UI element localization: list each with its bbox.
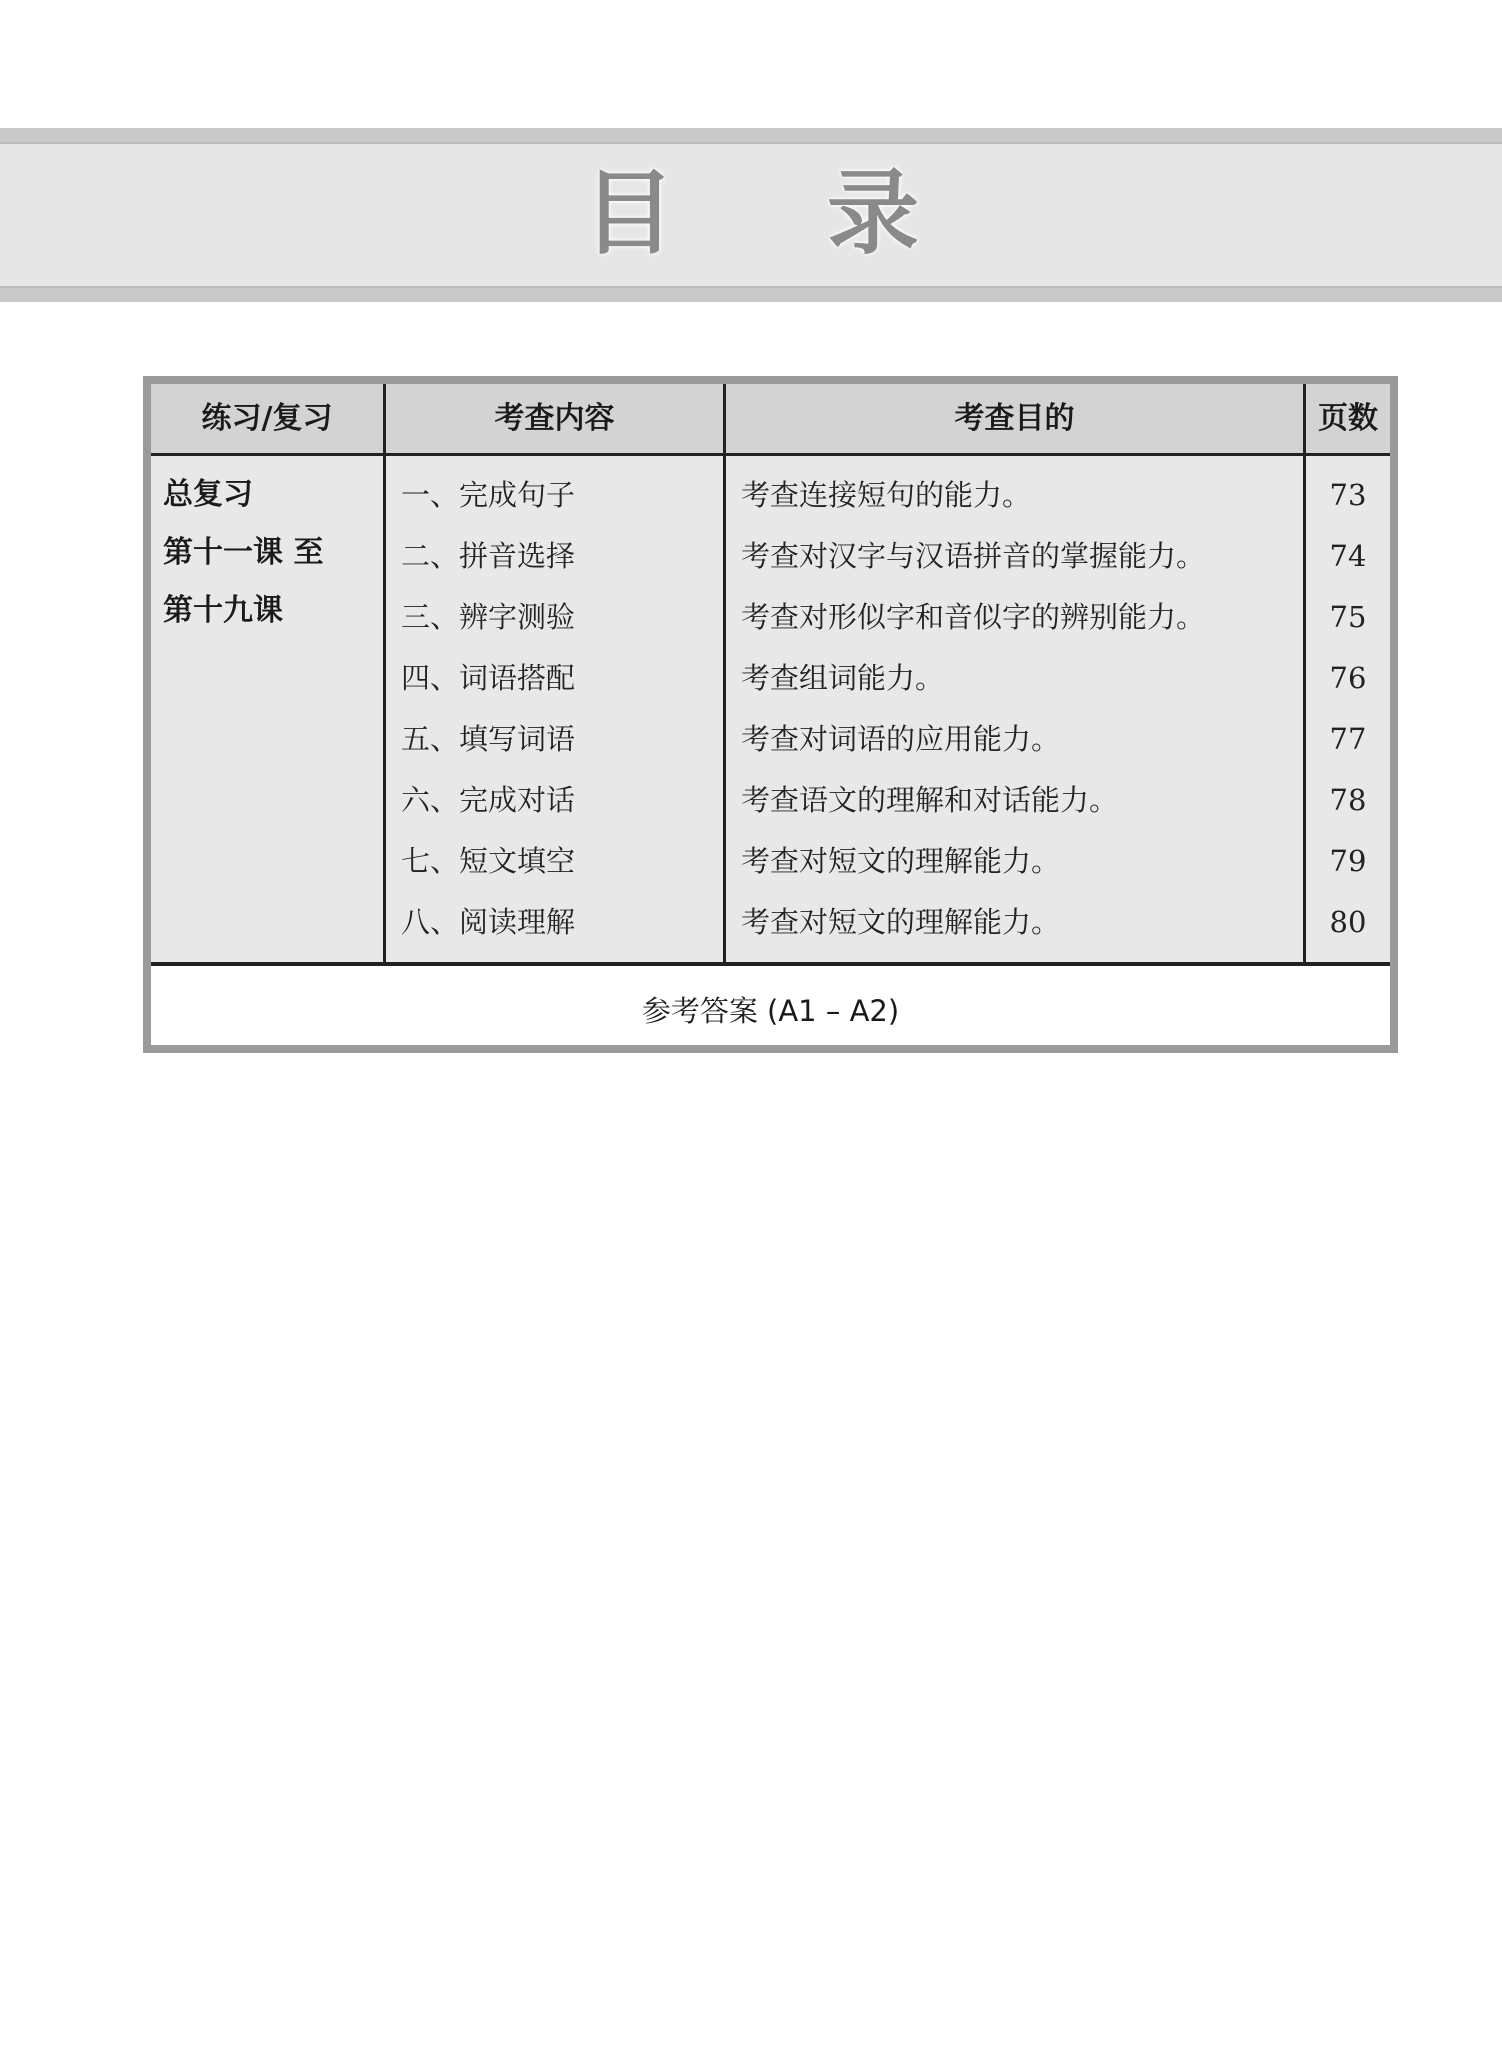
section-label-line: 总复习 <box>163 477 253 512</box>
header-exercise: 练习/复习 <box>201 401 333 436</box>
row-page: 76 <box>1329 661 1367 695</box>
column-divider <box>383 384 386 962</box>
row-purpose: 考查组词能力。 <box>741 661 945 695</box>
row-content: 三、辨字测验 <box>401 600 576 634</box>
row-page: 79 <box>1329 844 1367 878</box>
row-page: 80 <box>1329 905 1367 939</box>
row-purpose: 考查连接短句的能力。 <box>741 478 1032 512</box>
banner-stripe-bottom <box>0 286 1502 302</box>
row-content: 四、词语搭配 <box>401 661 576 695</box>
banner-stripe-top <box>0 128 1502 144</box>
row-purpose: 考查对短文的理解能力。 <box>741 844 1061 878</box>
row-page: 78 <box>1329 783 1367 817</box>
section-label <box>163 466 323 640</box>
header-purpose: 考查目的 <box>954 401 1075 436</box>
row-content: 六、完成对话 <box>401 783 576 817</box>
title-banner <box>0 128 1502 302</box>
toc-table-inner <box>151 384 1390 1045</box>
column-divider <box>723 384 726 962</box>
row-content: 五、填写词语 <box>401 722 576 756</box>
row-purpose: 考查对词语的应用能力。 <box>741 722 1061 756</box>
header-page: 页数 <box>1318 401 1378 436</box>
row-page: 74 <box>1329 539 1367 573</box>
row-content: 八、阅读理解 <box>401 905 576 939</box>
row-page: 75 <box>1329 600 1367 634</box>
row-content: 二、拼音选择 <box>401 539 576 573</box>
header-content: 考查内容 <box>494 401 615 436</box>
row-page: 77 <box>1329 722 1367 756</box>
row-content: 七、短文填空 <box>401 844 576 878</box>
row-purpose: 考查对汉字与汉语拼音的掌握能力。 <box>741 539 1206 573</box>
page-title: 目 录 <box>582 160 980 267</box>
toc-table <box>143 376 1398 1053</box>
section-label-line: 第十一课 至 <box>163 535 324 570</box>
row-purpose: 考查对短文的理解能力。 <box>741 905 1061 939</box>
section-label-line: 第十九课 <box>163 593 283 628</box>
answer-key-row: 参考答案 (A1 – A2) <box>151 962 1390 1045</box>
row-purpose: 考查语文的理解和对话能力。 <box>741 783 1119 817</box>
row-content: 一、完成句子 <box>401 478 576 512</box>
row-page: 73 <box>1329 478 1367 512</box>
row-purpose: 考查对形似字和音似字的辨别能力。 <box>741 600 1206 634</box>
